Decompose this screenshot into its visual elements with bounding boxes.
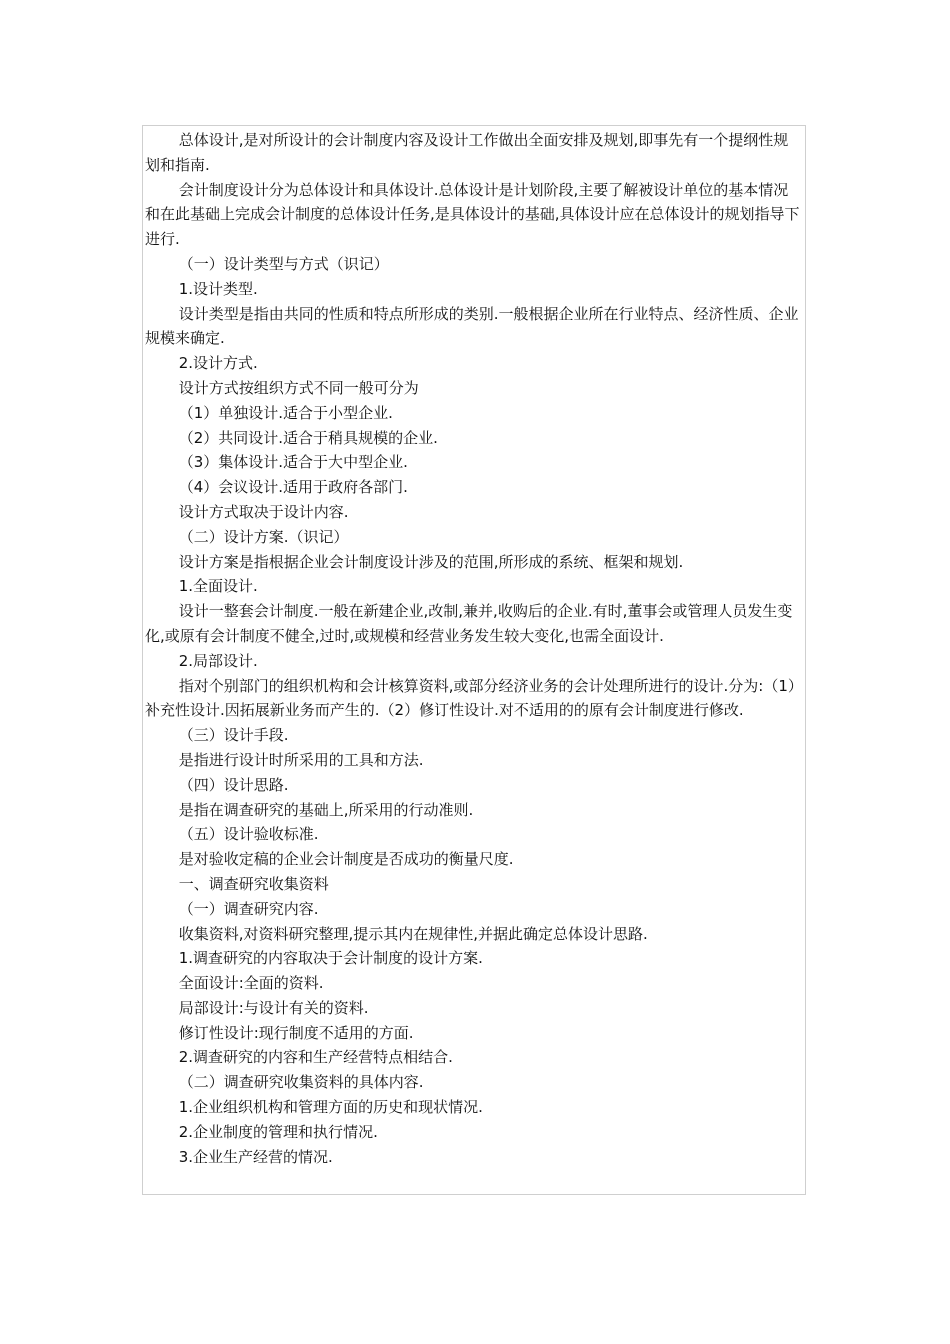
paragraph: 是对验收定稿的企业会计制度是否成功的衡量尺度. xyxy=(178,850,514,869)
subheading: 1.全面设计. xyxy=(178,577,258,596)
paragraph: 是指在调查研究的基础上,所采用的行动准则. xyxy=(178,800,474,819)
subheading: 2.局部设计. xyxy=(178,651,258,670)
document-page xyxy=(142,125,806,1195)
paragraph: 设计方案是指根据企业会计制度设计涉及的范围,所形成的系统、框架和规划. xyxy=(178,552,684,571)
section-heading: （五）设计验收标准. xyxy=(178,825,319,844)
list-item: 2.企业制度的管理和执行情况. xyxy=(178,1122,378,1141)
paragraph: 设计方式取决于设计内容. xyxy=(178,502,349,521)
list-item: 1.企业组织机构和管理方面的历史和现状情况. xyxy=(178,1098,483,1117)
paragraph: 设计方式按组织方式不同一般可分为 xyxy=(178,378,419,397)
document-body xyxy=(143,126,805,1169)
paragraph: 修订性设计:现行制度不适用的方面. xyxy=(178,1023,414,1042)
section-heading: （二）设计方案.（识记） xyxy=(178,527,349,546)
paragraph: 设计一整套会计制度.一般在新建企业,改制,兼并,收购后的企业.有时,董事会或管理人员发生变化,或原有会计制度不健全,过时,或规模和经营业务发生较大变化,也需全面设计. xyxy=(145,602,793,645)
paragraph: 总体设计,是对所设计的会计制度内容及设计工作做出全面安排及规划,即事先有一个提纲性规划和指南. xyxy=(145,131,789,174)
list-item: （2）共同设计.适合于稍具规模的企业. xyxy=(178,428,438,447)
paragraph: 收集资料,对资料研究整理,提示其内在规律性,并据此确定总体设计思路. xyxy=(178,924,648,943)
paragraph: 全面设计:全面的资料. xyxy=(178,974,324,993)
list-item: （1）单独设计.适合于小型企业. xyxy=(178,403,393,422)
paragraph: 局部设计:与设计有关的资料. xyxy=(178,998,369,1017)
subheading: 2.设计方式. xyxy=(178,354,258,373)
section-heading: （三）设计手段. xyxy=(178,726,289,745)
subheading: 1.调查研究的内容取决于会计制度的设计方案. xyxy=(178,949,483,968)
list-item: 3.企业生产经营的情况. xyxy=(178,1147,333,1166)
paragraph: 是指进行设计时所采用的工具和方法. xyxy=(178,750,424,769)
section-heading: （一）调查研究内容. xyxy=(178,899,319,918)
paragraph: 指对个别部门的组织机构和会计核算资料,或部分经济业务的会计处理所进行的设计.分为:（1）补充性设计.因拓展新业务而产生的.（2）修订性设计.对不适用的的原有会计制度进行修改. xyxy=(145,676,796,720)
chapter-heading: 一、调查研究收集资料 xyxy=(178,874,329,893)
paragraph: 设计类型是指由共同的性质和特点所形成的类别.一般根据企业所在行业特点、经济性质、企业规模来确定. xyxy=(145,304,799,348)
section-heading: （二）调查研究收集资料的具体内容. xyxy=(178,1073,424,1092)
list-item: （3）集体设计.适合于大中型企业. xyxy=(178,453,408,472)
subheading: 1.设计类型. xyxy=(178,279,258,298)
subheading: 2.调查研究的内容和生产经营特点相结合. xyxy=(178,1048,453,1067)
paragraph: 会计制度设计分为总体设计和具体设计.总体设计是计划阶段,主要了解被设计单位的基本情况和在此基础上完成会计制度的总体设计任务,是具体设计的基础,具体设计应在总体设计的规划指导下进行. xyxy=(145,180,800,249)
section-heading: （一）设计类型与方式（识记） xyxy=(178,254,389,273)
section-heading: （四）设计思路. xyxy=(178,775,289,794)
list-item: （4）会议设计.适用于政府各部门. xyxy=(178,478,408,497)
